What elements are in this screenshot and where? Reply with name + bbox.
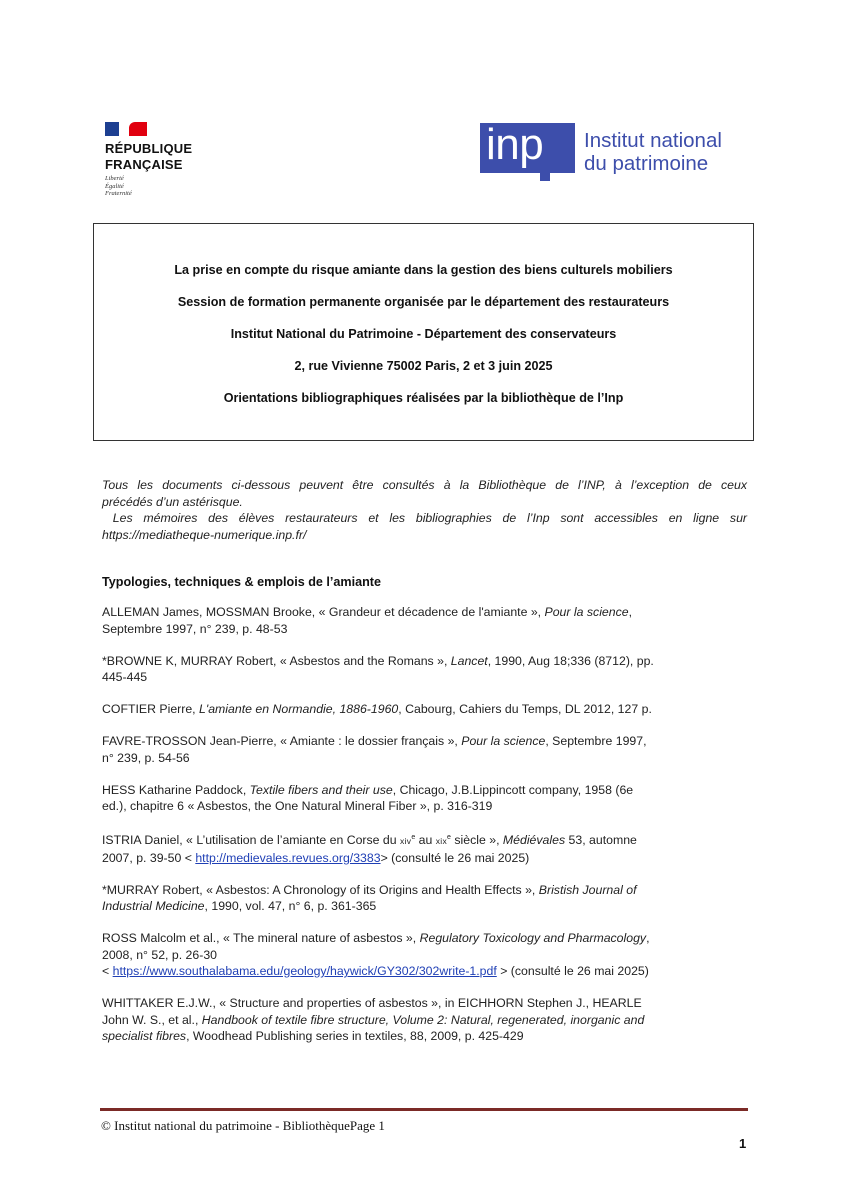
bibliography-entry-hess: HESS Katharine Paddock, Textile fibers and their use, Chicago, J.B.Lippincott company, 1958 (6e ed.), chapitre 6 « Asbestos, the One Natural Mineral Fiber », p. 316-319 [102, 782, 634, 813]
bibliography-entry-whittaker: WHITTAKER E.J.W., « Structure and properties of asbestos », in EICHHORN Stephen J., HEARLE John W. S., et al., Handbook of textile fibre structure, Volume 2: Natural, regenerated, inorganic and specialist fibres, Woodhead Publishing series in textiles, 88, 2009, p. 425-429 [102, 996, 645, 1044]
document-title: La prise en compte du risque amiante dans la gestion des biens culturels mobiliers [174, 263, 673, 277]
istria-article-link[interactable]: http://medievales.revues.org/3383 [195, 850, 381, 865]
page-number: 1 [739, 1136, 747, 1151]
intro-note [102, 477, 747, 543]
bibliography-entry-ross: ROSS Malcolm et al., « The mineral nature of asbestos », Regulatory Toxicology and Pharmacology, 2008, n° 52, p. 26-30 < https://www.southalabama.edu/geology/haywick/GY302/302write-1.pdf > (consulté le 26 mai 2025) [102, 931, 650, 979]
bibliography-entry-coftier: COFTIER Pierre, L'amiante en Normandie, 1886-1960, Cabourg, Cahiers du Temps, DL 2012, 127 p. [102, 702, 652, 716]
institution-line: Institut National du Patrimoine - Département des conservateurs [230, 327, 617, 341]
inp-logo-name: Institut national du patrimoine [584, 129, 722, 175]
title-box [93, 223, 754, 441]
section-heading: Typologies, techniques & emplois de l’amiante [102, 575, 381, 589]
bibliography-entry-istria: ISTRIA Daniel, « L’utilisation de l’amiante en Corse du xiv$^e$ au xix$^e$ siècle », Médiévales 53, automne 2007, p. 39-50 < http://medievales.revues.org/3383> (consulté le 26 mai 2025) [102, 833, 637, 865]
intro-paragraph-1: Tous les documents ci-dessous peuvent être consultés à la Bibliothèque de l’INP, à l’exception de ceux précédés d’un astérisque. [102, 478, 747, 509]
address-date-line: 2, rue Vivienne 75002 Paris, 2 et 3 juin 2025 [294, 359, 553, 373]
bibliography-entry-browne: *BROWNE K, MURRAY Robert, « Asbestos and the Romans », Lancet, 1990, Aug 18;336 (8712), pp. 445-445 [102, 653, 654, 684]
session-line: Session de formation permanente organisée par le département des restaurateurs [177, 295, 670, 309]
footer-rule [100, 1108, 748, 1111]
republique-motto: Liberté Égalité Fraternité [105, 175, 132, 197]
inp-logo-mark: inp [480, 123, 575, 173]
republique-francaise-wordmark: RÉPUBLIQUE FRANÇAISE [105, 141, 193, 172]
mediatheque-url: https://mediatheque-numerique.inp.fr/ [102, 527, 307, 542]
bibliography-entry-alleman: ALLEMAN James, MOSSMAN Brooke, « Grandeur et décadence de l'amiante », Pour la science, Septembre 1997, n° 239, p. 48-53 [102, 605, 633, 636]
inp-logo [480, 120, 750, 181]
republique-francaise-logo [105, 122, 225, 198]
ross-article-link[interactable]: https://www.southalabama.edu/geology/haywick/GY302/302write-1.pdf [112, 964, 497, 979]
bibliography-credit-line: Orientations bibliographiques réalisées par la bibliothèque de l’Inp [223, 391, 624, 405]
bibliography-entry-murray: *MURRAY Robert, « Asbestos: A Chronology of its Origins and Health Effects », Bristish Journal of Industrial Medicine, 1990, vol. 47, n° 6, p. 361-365 [102, 882, 637, 914]
footer-copyright: © Institut national du patrimoine - BibliothèquePage 1 [101, 1118, 385, 1133]
intro-paragraph-2: Les mémoires des élèves restaurateurs et les bibliographies de l’Inp sont accessibles en ligne sur https://mediatheque-numerique.inp.fr/ [102, 511, 747, 542]
bibliography-entry-favre-trosson: FAVRE-TROSSON Jean-Pierre, « Amiante : le dossier français », Pour la science, Septembre 1997, n° 239, p. 54-56 [102, 734, 647, 765]
marianne-flag-icon [105, 122, 147, 136]
bibliography-list [102, 604, 750, 1060]
